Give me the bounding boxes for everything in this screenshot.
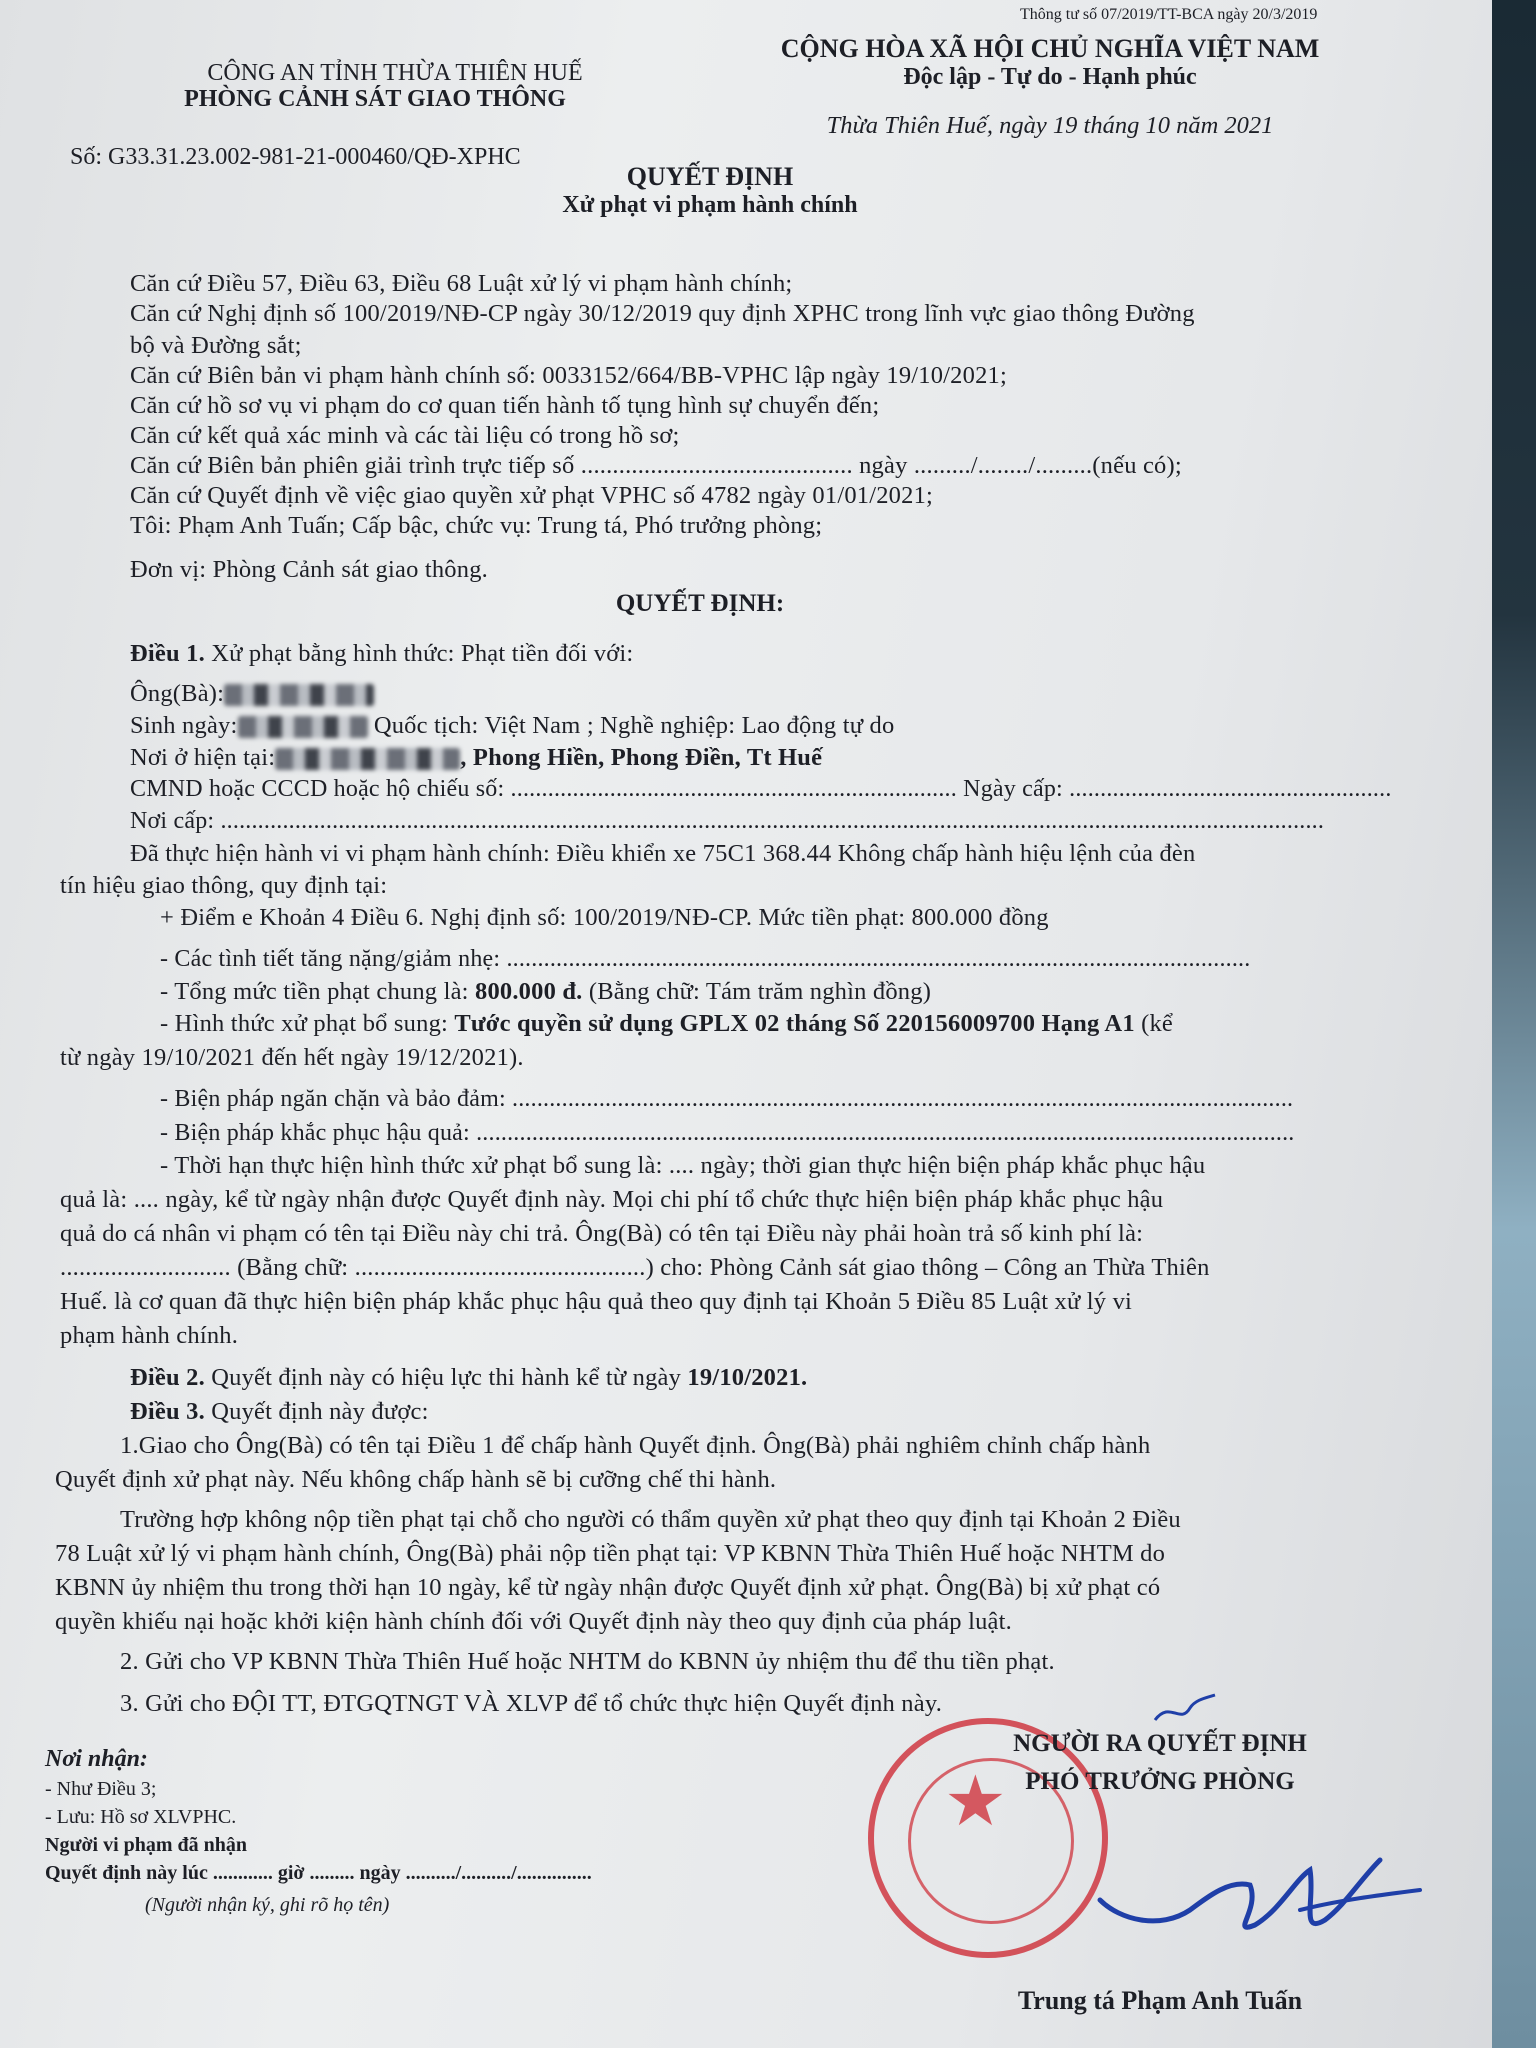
article3-item: KBNN ủy nhiệm thu trong thời hạn 10 ngày, kể từ ngày nhận được Quyết định xử phạt. Ông(Bà) bị xử phạt có	[55, 1574, 1161, 1601]
article3-item: Trường hợp không nộp tiền phạt tại chỗ cho người có thẩm quyền xử phạt theo quy định tại Khoản 2 Điều	[120, 1506, 1181, 1533]
initial-mark	[1150, 1690, 1220, 1730]
recipients-title: Nơi nhận:	[45, 1746, 148, 1772]
total-prefix: - Tổng mức tiền phạt chung là:	[160, 978, 475, 1005]
article1-text: Xử phạt bằng hình thức: Phạt tiền đối với:	[211, 640, 634, 667]
extra-penalty-line2: từ ngày 19/10/2021 đến hết ngày 19/12/2021).	[60, 1044, 524, 1071]
seal-star-icon: ★	[944, 1764, 1007, 1841]
preamble-line: bộ và Đường sắt;	[130, 332, 302, 359]
signer-title: NGƯỜI RA QUYẾT ĐỊNH	[1013, 1730, 1307, 1757]
issued-place: Nơi cấp: ..................................................................................................................................................................................	[130, 808, 1325, 834]
total-words: (Bằng chữ: Tám trăm nghìn đồng)	[582, 978, 932, 1005]
place-date: Thừa Thiên Huế, ngày 19 tháng 10 năm 2021	[826, 112, 1274, 139]
article3-item: 3. Gửi cho ĐỘI TT, ĐTGQTNGT VÀ XLVP để tổ chức thực hiện Quyết định này.	[120, 1690, 943, 1717]
total-fine-line	[160, 978, 931, 1006]
name-label: Ông(Bà):	[130, 680, 225, 707]
address-row	[130, 744, 822, 772]
recipient-item: - Lưu: Hồ sơ XLVPHC.	[45, 1806, 237, 1828]
prevention-line: - Biện pháp ngăn chặn và bảo đảm: ..............................................................................................................................	[160, 1086, 1294, 1112]
preamble-line: Căn cứ kết quả xác minh và các tài liệu có trong hồ sơ;	[130, 422, 680, 449]
aggravating-line: - Các tình tiết tăng nặng/giảm nhẹ: ........................................................................................................................	[160, 946, 1251, 972]
circular-note: Thông tư số 07/2019/TT-BCA ngày 20/3/2019	[1020, 6, 1318, 23]
dob-label: Sinh ngày:	[130, 712, 238, 739]
preamble-line: Căn cứ Biên bản phiên giải trình trực tiếp số ........................................... ngày ........./......../.........(nếu có);	[130, 452, 1182, 479]
article2-label: Điều 2.	[130, 1364, 205, 1391]
article1-heading	[130, 640, 633, 668]
preamble-line: Căn cứ Nghị định số 100/2019/NĐ-CP ngày 30/12/2019 quy định XPHC trong lĩnh vực giao thông Đường	[130, 300, 1195, 327]
article3-text: Quyết định này được:	[204, 1398, 429, 1425]
article2-line	[130, 1364, 807, 1392]
decision-heading: QUYẾT ĐỊNH:	[615, 590, 785, 617]
preamble-line: Căn cứ Quyết định về việc giao quyền xử phạt VPHC số 4782 ngày 01/01/2021;	[130, 482, 934, 509]
signer-role: PHÓ TRƯỞNG PHÒNG	[1025, 1768, 1295, 1795]
address-value: , Phong Hiền, Phong Điền, Tt Huế	[460, 744, 823, 771]
name-redacted	[224, 684, 374, 706]
deadline-line: phạm hành chính.	[60, 1322, 239, 1349]
article3-label: Điều 3.	[130, 1398, 205, 1425]
deadline-line: ........................... (Bằng chữ: ..............................................) cho: Phòng Cảnh sát giao thông – Công an Thừa Thiên	[60, 1254, 1210, 1281]
clause-line: + Điểm e Khoản 4 Điều 6. Nghị định số: 100/2019/NĐ-CP. Mức tiền phạt: 800.000 đồng	[160, 904, 1049, 931]
violation-line: Đã thực hiện hành vi vi phạm hành chính: Điều khiển xe 75C1 368.44 Không chấp hành hiệu lệnh của đèn	[130, 840, 1196, 867]
extra-prefix: - Hình thức xử phạt bổ sung:	[160, 1010, 455, 1037]
remedy-line: - Biện pháp khắc phục hậu quả: ....................................................................................................................................	[160, 1120, 1295, 1146]
agency-unit: PHÒNG CẢNH SÁT GIAO THÔNG	[184, 86, 566, 112]
nationality-job: Quốc tịch: Việt Nam ; Nghề nghiệp: Lao động tự do	[373, 712, 895, 739]
article3-item: 2. Gửi cho VP KBNN Thừa Thiên Huế hoặc NHTM do KBNN ủy nhiệm thu để thu tiền phạt.	[120, 1648, 1055, 1675]
article3-item: Quyết định xử phạt này. Nếu không chấp hành sẽ bị cưỡng chế thi hành.	[55, 1466, 777, 1493]
receiver-line: Quyết định này lúc ............ giờ ......... ngày ........../........../...............	[45, 1862, 592, 1884]
recipient-item: - Như Điều 3;	[45, 1778, 157, 1800]
deadline-line: quả là: .... ngày, kể từ ngày nhận được Quyết định này. Mọi chi phí tổ chức thực hiện biện pháp khắc phục hậu	[60, 1186, 1164, 1213]
doc-number: Số: G33.31.23.002-981-21-000460/QĐ-XPHC	[70, 144, 521, 170]
deadline-line: - Thời hạn thực hiện hình thức xử phạt bổ sung là: .... ngày; thời gian thực hiện biện pháp khắc phục hậu	[160, 1152, 1206, 1179]
dob-redacted	[238, 716, 368, 738]
title-main: QUYẾT ĐỊNH	[626, 162, 794, 191]
dob-row	[130, 712, 894, 740]
motto: Độc lập - Tự do - Hạnh phúc	[903, 64, 1197, 90]
extra-penalty-line	[160, 1010, 1173, 1038]
total-amount: 800.000 đ.	[475, 978, 583, 1005]
extra-suffix: (kể	[1134, 1010, 1173, 1037]
signer-name: Trung tá Phạm Anh Tuấn	[1017, 1986, 1303, 2015]
article1-label: Điều 1.	[130, 640, 205, 667]
address-redacted	[275, 748, 460, 770]
id-line: CMND hoặc CCCD hoặc hộ chiếu số: ........................................................................ Ngày cấp: ....................................................	[130, 776, 1392, 802]
article3-line	[130, 1398, 429, 1426]
name-row	[130, 680, 374, 708]
violation-line: tín hiệu giao thông, quy định tại:	[60, 872, 388, 899]
extra-bold: Tước quyền sử dụng GPLX 02 tháng Số 220156009700 Hạng A1	[454, 1010, 1135, 1037]
article2-date: 19/10/2021.	[687, 1364, 808, 1391]
preamble-line: Đơn vị: Phòng Cảnh sát giao thông.	[130, 556, 488, 583]
preamble-line: Căn cứ Biên bản vi phạm hành chính số: 0033152/664/BB-VPHC lập ngày 19/10/2021;	[130, 362, 1007, 389]
deadline-line: quả do cá nhân vi phạm có tên tại Điều này chi trả. Ông(Bà) có tên tại Điều này phải hoàn trả số kinh phí là:	[60, 1220, 1144, 1247]
preamble-line: Căn cứ Điều 57, Điều 63, Điều 68 Luật xử lý vi phạm hành chính;	[130, 270, 793, 297]
receiver-line: Người vi phạm đã nhận	[45, 1834, 248, 1856]
address-label: Nơi ở hiện tại:	[130, 744, 276, 771]
title-sub: Xử phạt vi phạm hành chính	[562, 192, 858, 218]
agency-top: CÔNG AN TỈNH THỪA THIÊN HUẾ	[207, 60, 583, 86]
article3-item: 78 Luật xử lý vi phạm hành chính, Ông(Bà) phải nộp tiền phạt tại: VP KBNN Thừa Thiên Huế hoặc NHTM do	[55, 1540, 1166, 1567]
receiver-note: (Người nhận ký, ghi rõ họ tên)	[145, 1894, 390, 1916]
article2-text: Quyết định này có hiệu lực thi hành kể từ ngày	[204, 1364, 688, 1391]
background-edge	[1492, 0, 1536, 2048]
deadline-line: Huế. là cơ quan đã thực hiện biện pháp khắc phục hậu quả theo quy định tại Khoản 5 Điều 85 Luật xử lý vi	[60, 1288, 1133, 1315]
country-name: CỘNG HÒA XÃ HỘI CHỦ NGHĨA VIỆT NAM	[780, 34, 1320, 63]
preamble-line: Căn cứ hồ sơ vụ vi phạm do cơ quan tiến hành tố tụng hình sự chuyển đến;	[130, 392, 880, 419]
article3-item: quyền khiếu nại hoặc khởi kiện hành chính đối với Quyết định này theo quy định của pháp luật.	[55, 1608, 1012, 1635]
article3-item: 1.Giao cho Ông(Bà) có tên tại Điều 1 để chấp hành Quyết định. Ông(Bà) phải nghiêm chỉnh chấp hành	[120, 1432, 1151, 1459]
preamble-line: Tôi: Phạm Anh Tuấn; Cấp bậc, chức vụ: Trung tá, Phó trưởng phòng;	[130, 512, 823, 539]
handwritten-signature	[1080, 1840, 1440, 1950]
